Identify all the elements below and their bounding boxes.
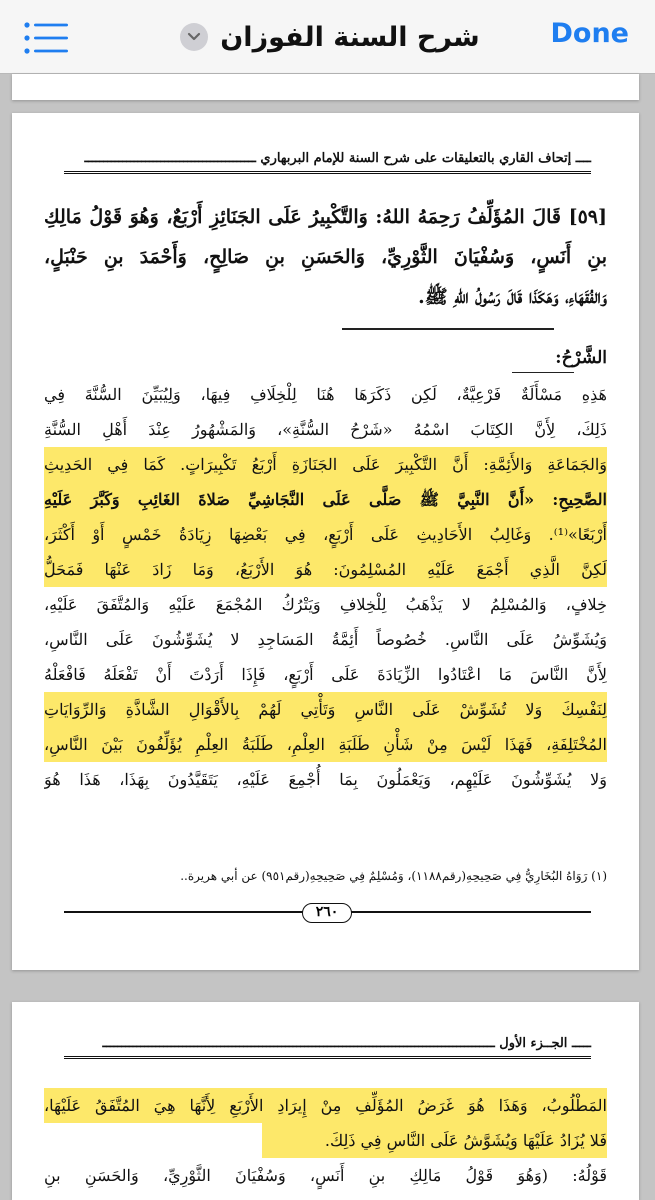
- text-line: لِأَنَّ النَّاسَ مَا اعْتَادُوا الزِّيَادَةَ عَلَى أَرْبَعٍ، فَإِذَا أَرَدْتَ أَنْ تَفْعَلَهُ فَافْعَلْهُ: [44, 665, 607, 684]
- highlighted-text-line: أَرْبَعًا»⁽¹⁾. وَغَالِبُ الأَحَادِيثِ عَلَى أَرْبَعٍ، فِي بَعْضِهَا زِيَادَةُ خَمْسٍ أَوْ أَكْثَرَ،: [44, 517, 607, 552]
- previous-page-sliver: [12, 74, 639, 100]
- running-header: ــــ إتحاف القاري بالتعليقات على شرح السنة للإمام البربهاري ـــــــــــــــــــــــــــــــــــــــــــــ: [84, 151, 591, 166]
- document-title-button[interactable]: [150, 14, 510, 60]
- done-button[interactable]: Done: [550, 18, 629, 49]
- document-title: شرح السنة الفوزان: [220, 21, 480, 53]
- section-heading: الشَّرْحُ:: [555, 348, 607, 368]
- heading-underline: [512, 372, 574, 373]
- chevron-down-icon: [180, 23, 208, 51]
- nav-bar: [0, 0, 655, 74]
- header-rule: [64, 171, 591, 174]
- running-header: ـــــ الجــزء الأول ـــــــــــــــــــــــــــــــــــــــــــــــــــــــــــــــــــــــــــــــــــــــــــــــــــــــ: [102, 1036, 591, 1051]
- text-line: وَيُشَوِّشُ عَلَى النَّاسِ. خُصُوصاً أَئِمَّةُ المَسَاجِدِ لا يُشَوِّشُونَ عَلَى النَّاسِ،: [44, 630, 607, 649]
- separator-rule: [342, 328, 554, 330]
- text-line: قَوْلُهُ: (وَهُوَ قَوْلُ مَالِكِ بنِ أَنَسٍ، وَسُفْيَانَ الثَّوْرِيِّ، وَالحَسَنِ بنِ: [44, 1166, 607, 1185]
- text-line: [٥٩] قَالَ المُؤَلِّفُ رَحِمَهُ اللهُ: وَالتَّكْبِيرُ عَلَى الجَنَائِزِ أَرْبَعٌ، وَهُوَ قَوْلُ مَالِكِ: [44, 206, 607, 228]
- text-line: خِلافٍ، وَالمُسْلِمُ لا يَذْهَبُ لِلْخِلافِ وَيَتْرُكُ المُجْمَعَ عَلَيْهِ وَالمُتَّفَقَ عَلَيْهِ،: [44, 595, 607, 614]
- text-line: ذَلِكَ، لِأَنَّ الكِتَابَ اسْمُهُ «شَرْحُ السُّنَّةِ»، وَالمَشْهُورُ عِنْدَ أَهْلِ السُّنَّةِ: [44, 420, 607, 439]
- list-icon[interactable]: [22, 20, 70, 56]
- text-line: وَالفُقَهَاءِ، وَهَكَذَا قَالَ رَسُولُ اللهِ ﷺ.: [418, 286, 607, 308]
- highlighted-text-line: الصَّحِيحِ: «أَنَّ النَّبِيَّ ﷺ صَلَّى عَلَى النَّجَاشِيِّ صَلاةَ الغَائِبِ وَكَبَّرَ عَلَيْهِ: [44, 482, 607, 517]
- header-rule: [64, 1056, 591, 1059]
- highlighted-text-line: لِنَفْسِكَ وَلا تُشَوِّشْ عَلَى النَّاسِ وَتَأْتِي لَهُمْ بِالأَقْوَالِ الشَّاذَّةِ وَالرِّوَايَاتِ: [44, 692, 607, 727]
- page-261[interactable]: [12, 1002, 639, 1200]
- highlighted-text-line: وَالجَمَاعَةِ وَالأَئِمَّةِ: أَنَّ التَّكْبِيرَ عَلَى الجَنَازَةِ أَرْبَعُ تَكْبِيرَاتٍ. كَمَا فِي الحَدِيثِ: [44, 447, 607, 482]
- highlighted-text-line: المَطْلُوبُ، وَهَذَا هُوَ غَرَضُ المُؤَلِّفِ مِنْ إِيرَادِ الأَرْبَعِ لِأَنَّهَا هِيَ المُتَّفَقُ عَلَيْهَا،: [44, 1088, 607, 1123]
- text-line: بنِ أَنَسٍ، وَسُفْيَانَ الثَّوْرِيِّ، وَالحَسَنِ بنِ صَالِحٍ، وَأَحْمَدَ بنِ حَنْبَلٍ،: [44, 246, 607, 268]
- text-line: هَذِهِ مَسْأَلَةٌ فَرْعِيَّةٌ، لَكِن ذَكَرَهَا هُنَا لِلْخِلَافِ فِيهَا، وَلِيُبَيِّنَ السُّنَّةَ فِي: [44, 385, 607, 404]
- page-number: ٢٦٠: [302, 903, 352, 923]
- footnote: (١) رَوَاهُ البُخَارِيُّ فِي صَحِيحِهِ(رقم١١٨٨)، وَمُسْلِمٌ فِي صَحِيحِهِ(رقم٩٥١) عن أبي هريرة..: [180, 869, 607, 883]
- text-line: وَلا يُشَوِّشُونَ عَلَيْهِم، وَيَعْمَلُونَ بِمَا أُجْمِعَ عَلَيْهِ، يَتَقَيَّدُونَ بِهَذَا، هَذَا هُوَ: [44, 770, 607, 789]
- highlighted-text-line: لَكِنَّ الَّذِي أَجْمَعَ عَلَيْهِ المُسْلِمُونَ: هُوَ الأَرْبَعُ، وَمَا زَادَ عَنْهَا فَمَحَلُّ: [44, 552, 607, 587]
- page-260[interactable]: [12, 113, 639, 970]
- highlighted-text-line: المُخْتَلِفَةِ، فَهَذَا لَيْسَ مِنْ شَأْنِ طَلَبَةِ العِلْمِ، طَلَبَةُ العِلْمِ يُؤَلِّفُونَ بَيْنَ النَّاسِ،: [44, 727, 607, 762]
- highlighted-text-line: فَلا يُزَادُ عَلَيْهَا وَيُشَوَّشُ عَلَى النَّاسِ فِي ذَلِكَ.: [262, 1123, 607, 1158]
